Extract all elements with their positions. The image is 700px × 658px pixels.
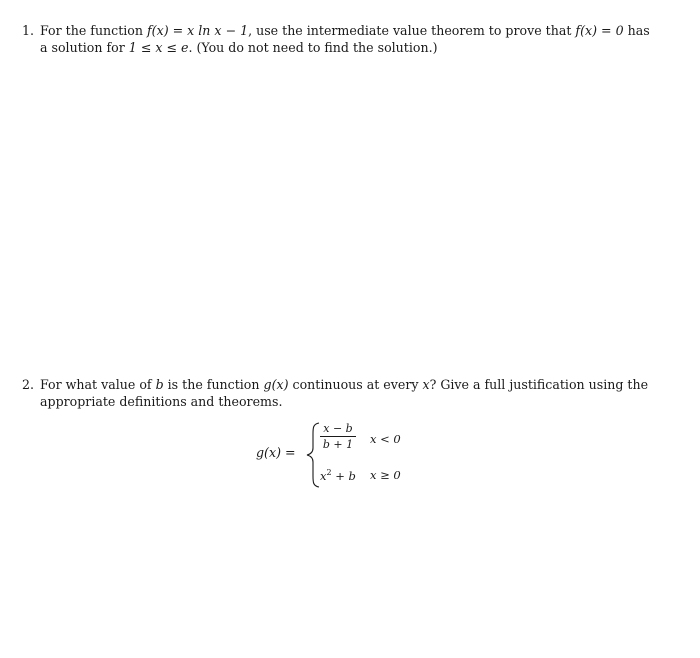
problem-1-interval: 1 ≤ x ≤ e [128, 39, 189, 55]
problem-1-text: has [623, 23, 650, 38]
piecewise-lhs: g(x) = [256, 445, 296, 460]
problem-2-function: g(x) [263, 377, 289, 392]
problem-1-line-1 [22, 23, 650, 40]
case-1-fraction [320, 422, 356, 451]
case-2-expression [320, 468, 356, 483]
problem-1-text: For the function [40, 23, 148, 38]
problem-1-line-2 [22, 40, 642, 57]
problem-2-var-b: b [155, 377, 164, 392]
problem-2-text: is the function [163, 377, 264, 392]
case-1-numerator: x − b [323, 422, 353, 435]
problem-2-text: ? Give a full justification using the [429, 377, 649, 392]
case-1-denominator: b + 1 [322, 438, 354, 451]
problem-2-text: continuous at every [288, 377, 423, 392]
case-2-condition: x ≥ 0 [370, 468, 401, 482]
problem-2-line-2: appropriate definitions and theorems. [40, 393, 283, 409]
problem-2-number: 2. [22, 377, 35, 392]
problem-1-text: a solution for [40, 39, 129, 55]
problem-1 [22, 23, 650, 56]
problem-1-equation: f(x) = 0 [575, 23, 624, 38]
problem-2 [22, 377, 649, 410]
case-1-condition: x < 0 [370, 432, 401, 446]
problem-2-text: For what value of [40, 377, 156, 392]
case-2-base: x [320, 468, 327, 483]
fraction-bar [320, 436, 356, 437]
problem-2-var-x: x [422, 377, 430, 392]
case-2-rest: + b [331, 468, 356, 483]
problem-1-text: , use the intermediate value theorem to prove that [248, 23, 576, 38]
case-2-exponent: 2 [326, 468, 332, 477]
piecewise-definition [256, 422, 456, 492]
problem-1-function-def: f(x) = x ln x − 1 [147, 23, 249, 38]
problem-2-line-1 [22, 377, 649, 394]
problem-1-number: 1. [22, 23, 35, 38]
problem-1-text: . (You do not need to find the solution.) [188, 39, 438, 55]
